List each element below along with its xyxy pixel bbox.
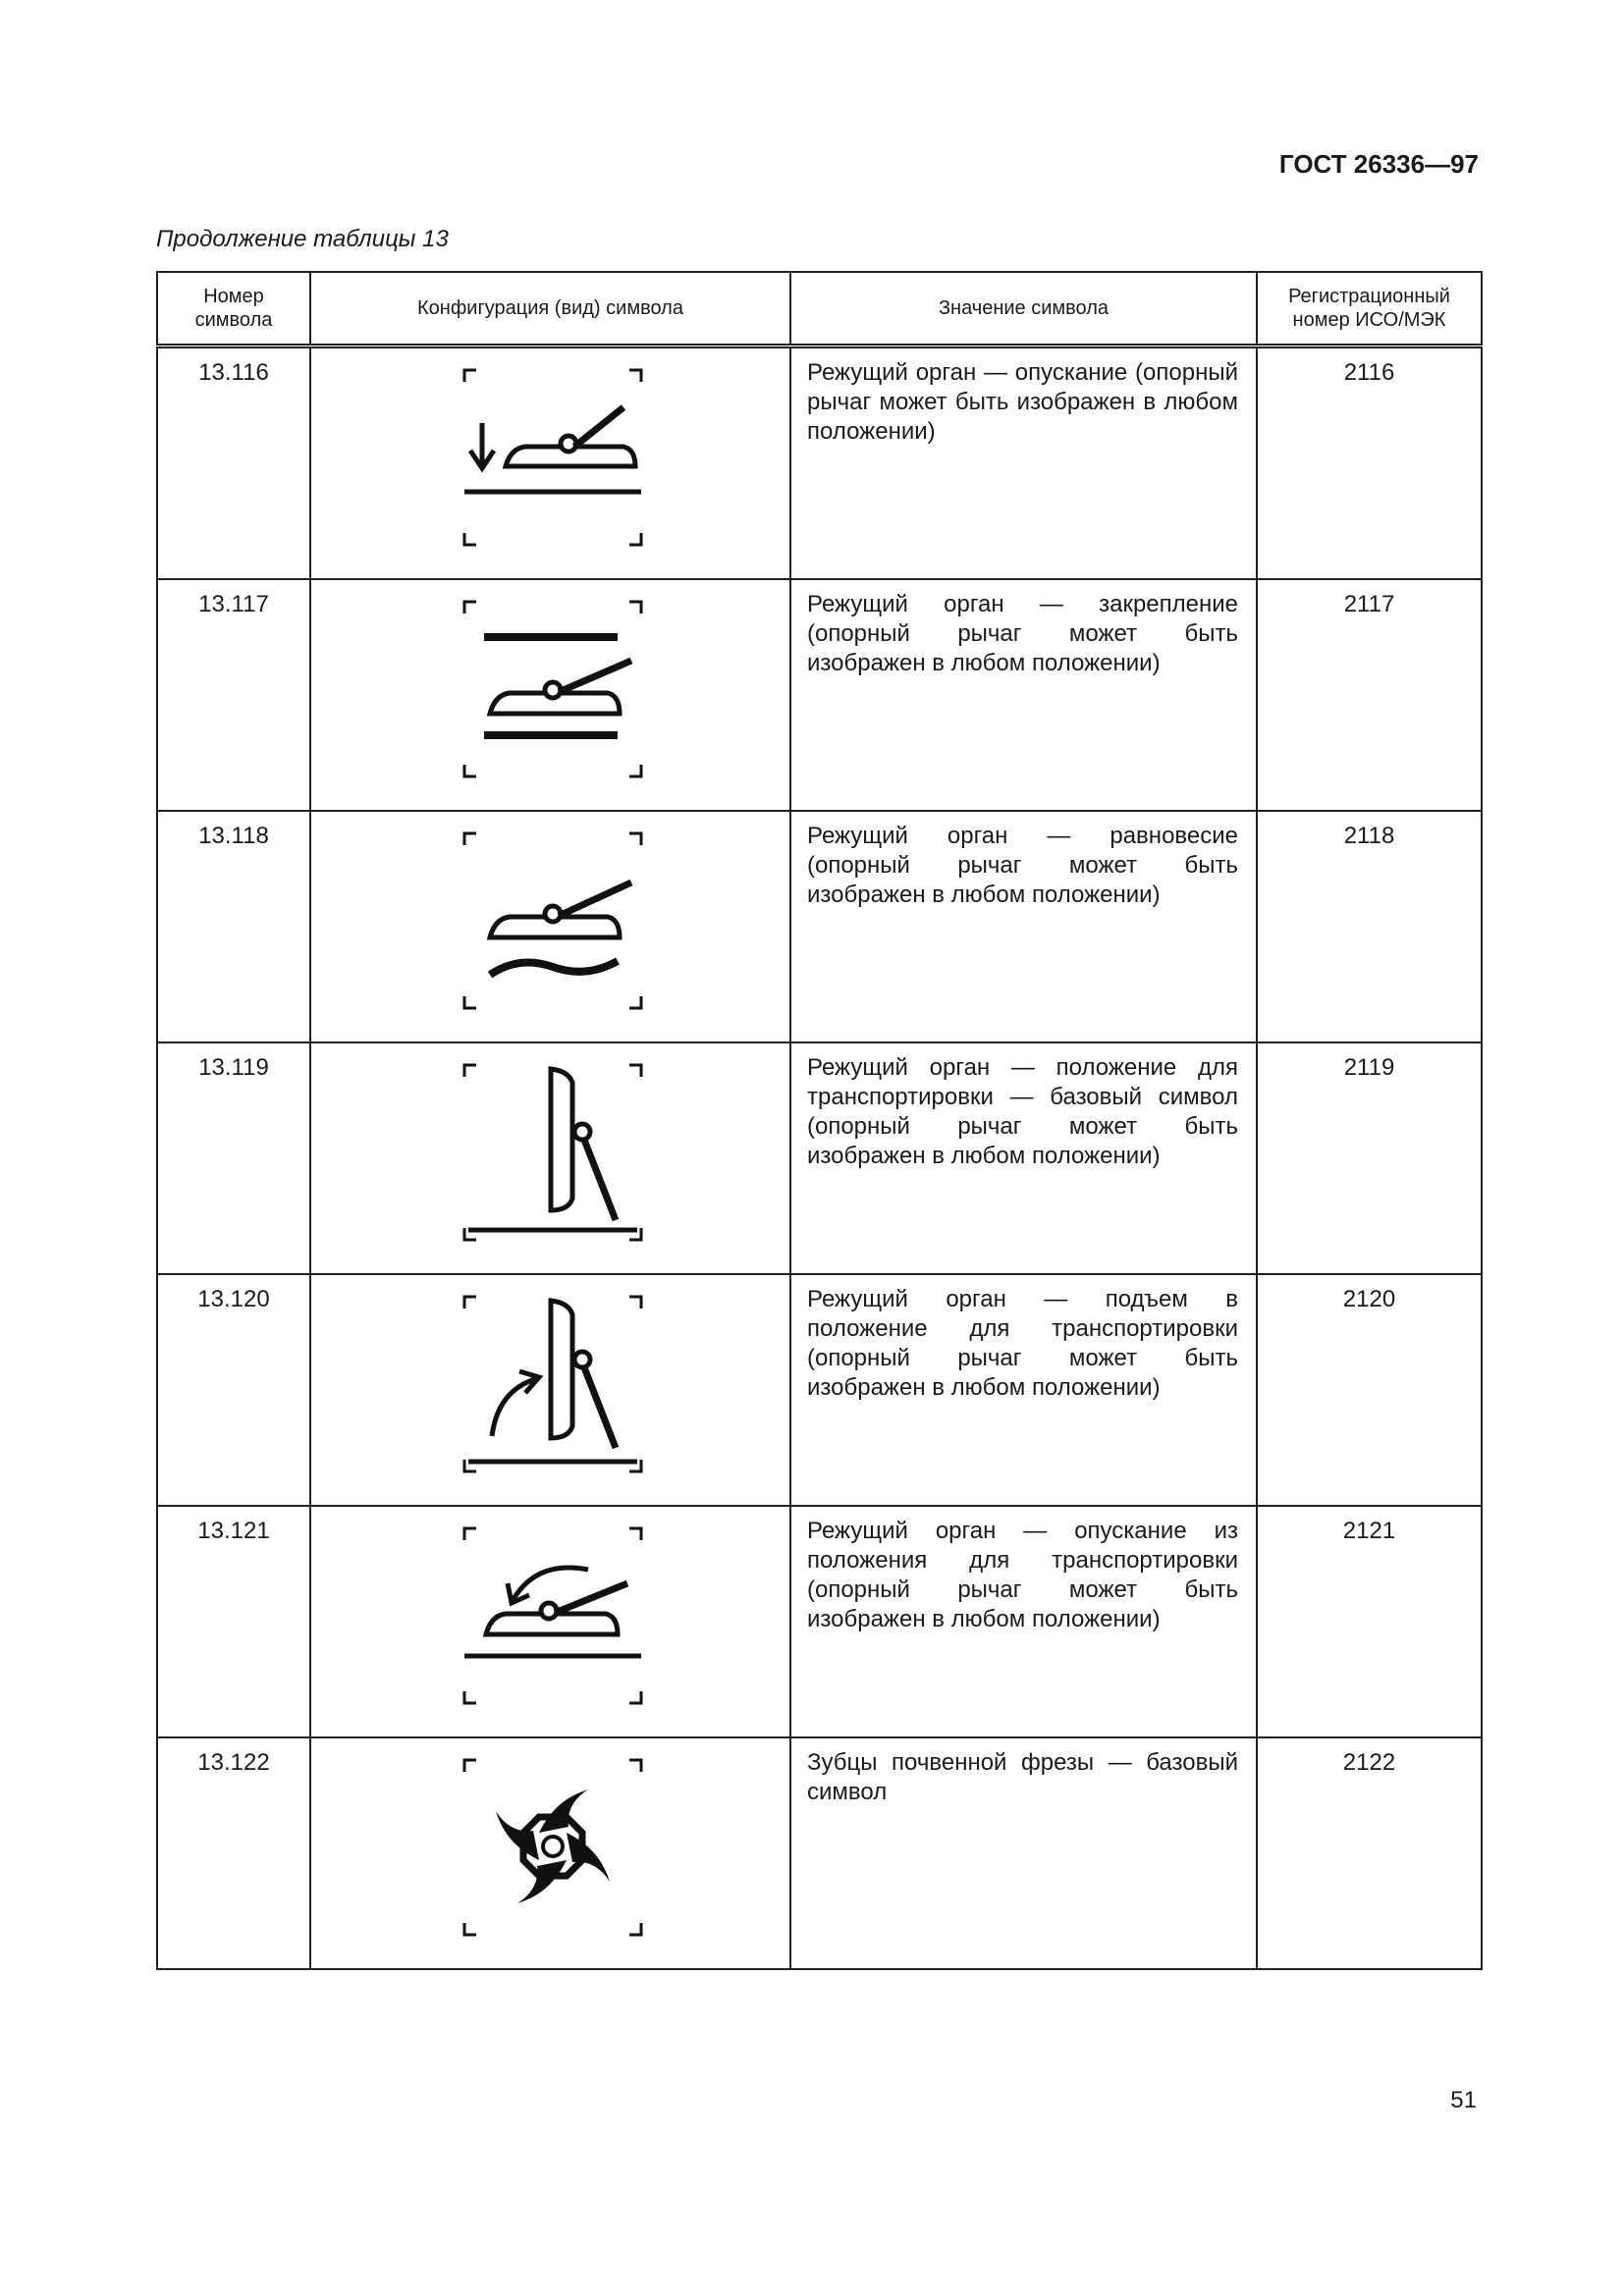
symbol-number: 13.119 bbox=[157, 1042, 310, 1274]
symbol-meaning: Режущий орган — подъем в положение для транспортировки (опорный рычаг может быть изображен в любом положении) bbox=[790, 1274, 1257, 1506]
column-header-meaning: Значение символа bbox=[790, 272, 1257, 347]
cutting-unit-lowering-icon bbox=[311, 348, 791, 567]
table-row bbox=[157, 811, 1482, 1042]
symbol-cell bbox=[310, 1274, 790, 1506]
table-caption: Продолжение таблицы 13 bbox=[156, 226, 449, 252]
symbol-number: 13.122 bbox=[157, 1737, 310, 1969]
registration-number: 2120 bbox=[1257, 1274, 1482, 1506]
table-row bbox=[157, 1042, 1482, 1274]
table-row bbox=[157, 1737, 1482, 1969]
page-number: 51 bbox=[1450, 2087, 1477, 2113]
rotary-tiller-tines-icon bbox=[311, 1738, 791, 1957]
symbol-number: 13.121 bbox=[157, 1506, 310, 1737]
standard-code: ГОСТ 26336—97 bbox=[1278, 149, 1479, 179]
symbol-meaning: Режущий орган — опускание из положения для транспортировки (опорный рычаг может быть изображен в любом положении) bbox=[790, 1506, 1257, 1737]
cutting-unit-lower-from-transport-icon bbox=[311, 1507, 791, 1726]
cutting-unit-raise-to-transport-icon bbox=[311, 1275, 791, 1494]
registration-number: 2122 bbox=[1257, 1737, 1482, 1969]
symbol-number: 13.120 bbox=[157, 1274, 310, 1506]
symbol-meaning: Режущий орган — закрепление (опорный рычаг может быть изображен в любом положении) bbox=[790, 579, 1257, 811]
symbol-cell bbox=[310, 579, 790, 811]
cutting-unit-transport-position-icon bbox=[311, 1043, 791, 1262]
table-row bbox=[157, 579, 1482, 811]
symbol-cell bbox=[310, 1506, 790, 1737]
registration-number: 2118 bbox=[1257, 811, 1482, 1042]
symbol-cell bbox=[310, 811, 790, 1042]
registration-number: 2119 bbox=[1257, 1042, 1482, 1274]
table-row bbox=[157, 347, 1482, 580]
symbols-table bbox=[156, 271, 1483, 1970]
symbol-cell bbox=[310, 1042, 790, 1274]
registration-number: 2117 bbox=[1257, 579, 1482, 811]
column-header-symbol: Конфигурация (вид) символа bbox=[310, 272, 790, 347]
table-row bbox=[157, 1506, 1482, 1737]
symbol-number: 13.118 bbox=[157, 811, 310, 1042]
column-header-reg-number: Регистрационный номер ИСО/МЭК bbox=[1257, 272, 1482, 347]
table-header-row bbox=[157, 272, 1482, 347]
symbol-cell bbox=[310, 347, 790, 580]
symbol-meaning: Режущий орган — опускание (опорный рычаг может быть изображен в любом положении) bbox=[790, 347, 1257, 580]
cutting-unit-locked-icon bbox=[311, 580, 791, 799]
symbol-cell bbox=[310, 1737, 790, 1969]
cutting-unit-float-icon bbox=[311, 812, 791, 1031]
column-header-number: Номер символа bbox=[157, 272, 310, 347]
symbol-meaning: Режущий орган — положение для транспортировки — базовый символ (опорный рычаг может быть изображен в любом положении) bbox=[790, 1042, 1257, 1274]
table-row bbox=[157, 1274, 1482, 1506]
registration-number: 2116 bbox=[1257, 347, 1482, 580]
symbol-meaning: Зубцы почвенной фрезы — базовый символ bbox=[790, 1737, 1257, 1969]
symbol-number: 13.116 bbox=[157, 347, 310, 580]
registration-number: 2121 bbox=[1257, 1506, 1482, 1737]
symbol-number: 13.117 bbox=[157, 579, 310, 811]
symbol-meaning: Режущий орган — равновесие (опорный рычаг может быть изображен в любом положении) bbox=[790, 811, 1257, 1042]
